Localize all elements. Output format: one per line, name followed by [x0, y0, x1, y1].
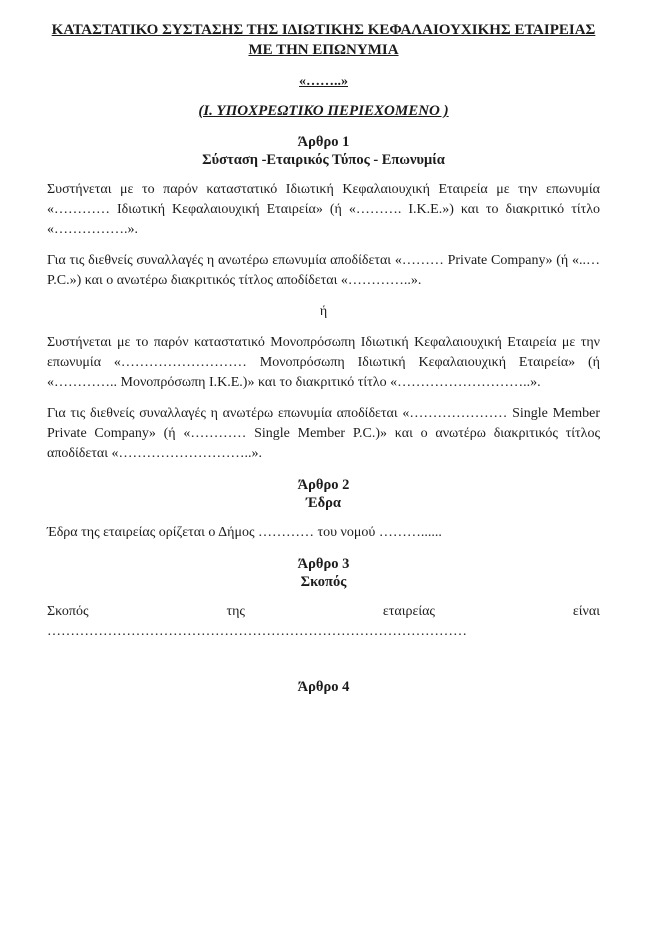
article-1-paragraph-3: Συστήνεται με το παρόν καταστατικό Μονοπρόσωπη Ιδιωτική Κεφαλαιουχική Εταιρεία με την επωνυμία «……………………… Μονοπρόσωπη Ιδιωτική Κεφαλαιουχική Εταιρεία» (ή «………….. Μονοπρόσωπη Ι.Κ.Ε.)» και το διακριτικό τίτλο «………………………..». [47, 335, 600, 390]
article-3-paragraph-1: Σκοπός της εταιρείας είναι ……………………………………………………………………………… [47, 604, 600, 639]
article-1 [47, 133, 600, 464]
article-2-heading [47, 476, 600, 512]
article-1-number: Άρθρο 1 [297, 134, 350, 150]
title-line-1: ΚΑΤΑΣΤΑΤΙΚΟ ΣΥΣΤΑΣΗΣ ΤΗΣ ΙΔΙΩΤΙΚΗΣ ΚΕΦΑΛΑΙΟΥΧΙΚΗΣ ΕΤΑΙΡΕΙΑΣ [51, 22, 596, 38]
article-4-heading [47, 678, 600, 696]
company-name-blank-text: «……..» [299, 74, 348, 89]
article-1-title: Σύσταση -Εταιρικός Τύπος - Επωνυμία [202, 152, 445, 168]
article-1-paragraph-2: Για τις διεθνείς συναλλαγές η ανωτέρω επωνυμία αποδίδεται «……… Private Company» (ή «..… P.C.») και ο ανωτέρω διακριτικός τίτλος αποδίδεται «…………..». [47, 253, 600, 288]
article-2-paragraph-1: Έδρα της εταιρείας ορίζεται ο Δήμος ………… του νομού ………...... [47, 525, 442, 540]
article-2-title: Έδρα [306, 495, 341, 511]
document-title [21, 20, 626, 60]
article-3 [47, 555, 600, 642]
company-name-blank [47, 72, 600, 92]
title-line-2: ΜΕ ΤΗΝ ΕΠΩΝΥΜΙΑ [248, 42, 399, 58]
section-heading-text: (Ι. ΥΠΟΧΡΕΩΤΙΚΟ ΠΕΡΙΕΧΟΜΕΝΟ ) [198, 103, 449, 119]
article-1-or-separator: ή [319, 304, 328, 319]
article-4 [47, 678, 600, 696]
article-1-heading [47, 133, 600, 169]
article-3-title: Σκοπός [300, 574, 347, 590]
article-1-paragraph-1: Συστήνεται με το παρόν καταστατικό Ιδιωτική Κεφαλαιουχική Εταιρεία με την επωνυμία «………… Ιδιωτική Κεφαλαιουχική Εταιρεία» (ή «………. Ι.Κ.Ε.») και το διακριτικό τίτλο «…………….». [47, 182, 600, 237]
section-heading [47, 101, 600, 121]
article-1-paragraph-4: Για τις διεθνείς συναλλαγές η ανωτέρω επωνυμία αποδίδεται «………………… Single Member Private Company» (ή «………… Single Member P.C.)» και ο ανωτέρω διακριτικός τίτλος αποδίδεται «………………………..». [47, 406, 600, 461]
article-2-number: Άρθρο 2 [297, 477, 350, 493]
article-3-number: Άρθρο 3 [297, 556, 350, 572]
article-4-number: Άρθρο 4 [297, 679, 350, 695]
article-2 [47, 476, 600, 543]
article-3-heading [47, 555, 600, 591]
